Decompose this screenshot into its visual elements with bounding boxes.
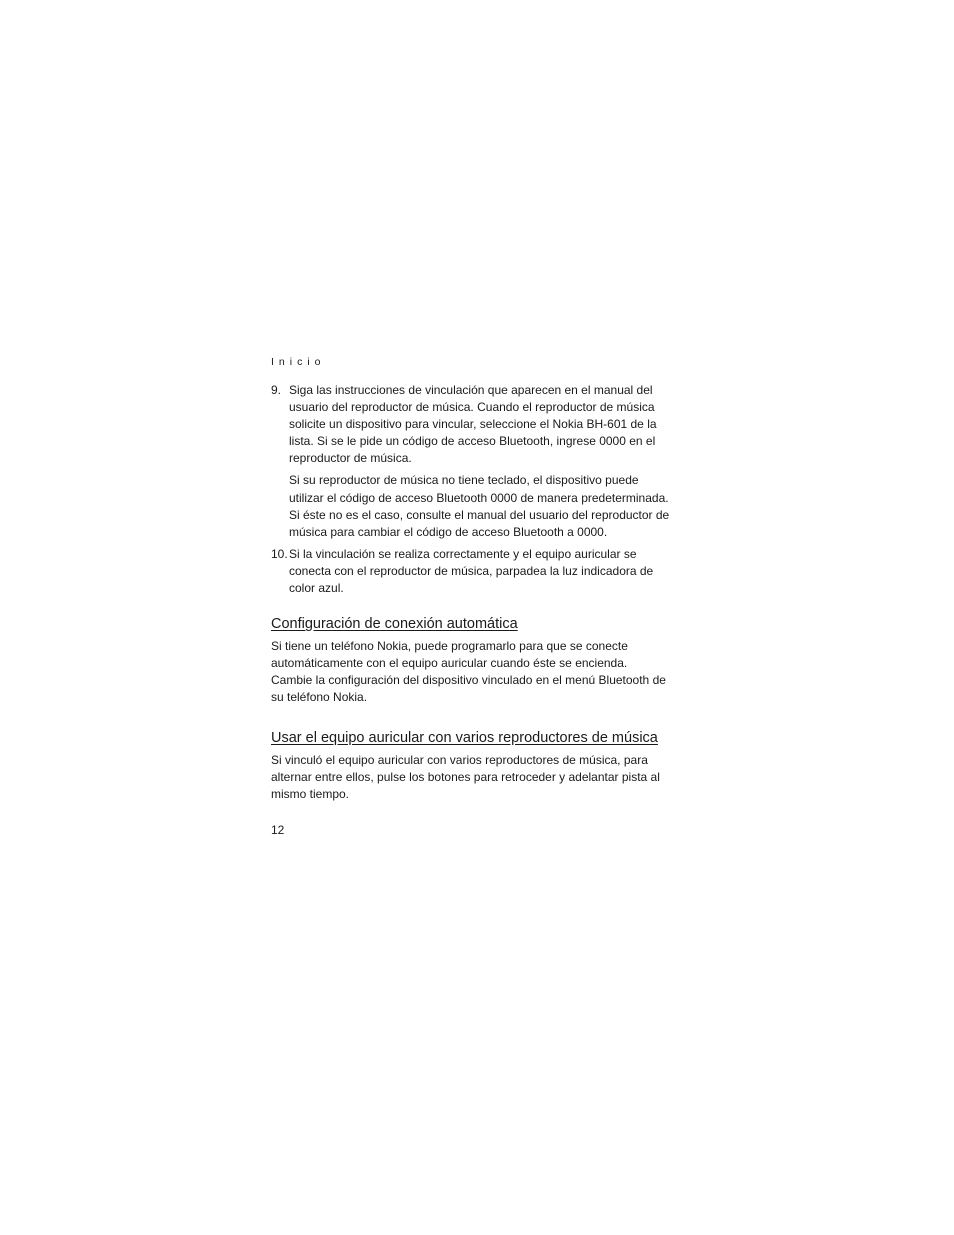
step-paragraph: Si su reproductor de música no tiene teclado, el dispositivo puede utilizar el código de acceso Bluetooth 0000 de manera predeterminada. Si éste no es el caso, consulte el manual del usuario del reproductor de música para cambiar el código de acceso Bluetooth a 0000. — [289, 473, 670, 539]
step-9 — [271, 382, 671, 541]
document-page — [271, 355, 671, 839]
step-10 — [271, 546, 671, 597]
section-body-auto-connect: Si tiene un teléfono Nokia, puede programarlo para que se conecte automáticamente con el equipo auricular cuando éste se encienda. Cambie la configuración del dispositivo vinculado en el menú Bluetooth de su teléfono Nokia. — [271, 639, 666, 705]
step-number: 9. — [271, 383, 282, 397]
step-paragraph: Si la vinculación se realiza correctamente y el equipo auricular se conecta con el reproductor de música, parpadea la luz indicadora de color azul. — [289, 546, 654, 596]
section-heading-multiple-players: Usar el equipo auricular con varios reproductores de música — [271, 729, 658, 746]
step-number: 10. — [271, 546, 288, 561]
page-number: 12 — [271, 822, 285, 837]
step-paragraph: Siga las instrucciones de vinculación que aparecen en el manual del usuario del reproductor de música. Cuando el reproductor de música solicite un dispositivo para vincular, seleccione el Nokia BH-601 de la lista. Si se le pide un código de acceso Bluetooth, ingrese 0000 en el reproductor de música. — [289, 383, 657, 466]
section-body-multiple-players: Si vinculó el equipo auricular con varios reproductores de música, para alternar entre ellos, pulse los botones para retroceder y adelantar pista al mismo tiempo. — [271, 752, 660, 801]
section-heading-auto-connect: Configuración de conexión automática — [271, 616, 518, 633]
running-head: Inicio — [271, 356, 326, 368]
